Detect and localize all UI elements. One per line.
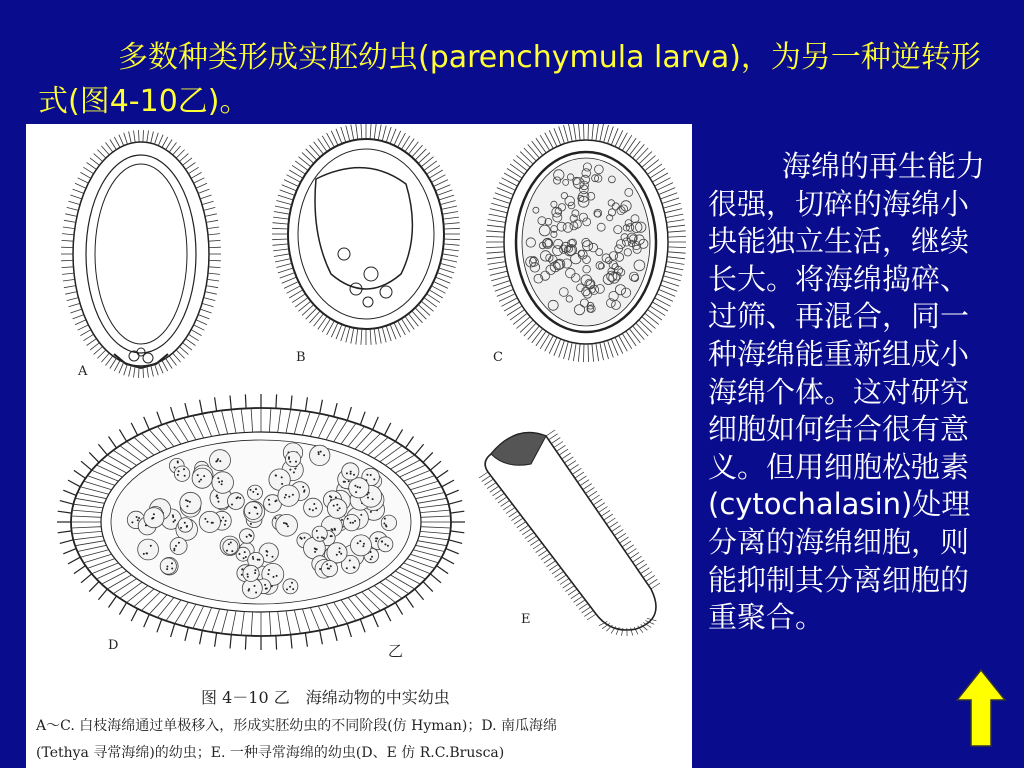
slide-heading-text: 多数种类形成实胚幼虫(parenchymula larva)，为另一种逆转形式(图4-10乙)。: [38, 40, 981, 119]
panel-label-b: B: [296, 350, 306, 365]
panel-label-a: A: [78, 364, 88, 379]
larva-figure: [26, 124, 692, 768]
side-text-block: [708, 148, 988, 637]
panel-label-e: E: [521, 612, 531, 627]
side-text-body: 海绵的再生能力很强，切碎的海绵小块能独立生活，继续长大。将海绵捣碎、过筛、再混合，同一种海绵能重新组成小海绵个体。这对研究细胞如何结合很有意义。但用细胞松弛素(cytochalasin)处理分离的海绵细胞，则能抑制其分离细胞的重聚合。: [708, 149, 986, 635]
larva-b-cilia: [272, 124, 460, 345]
larva-illustration: [26, 124, 692, 768]
slide-heading: [38, 36, 998, 124]
larva-b-drawing: [288, 139, 444, 329]
up-arrow-icon[interactable]: [955, 668, 1007, 748]
larva-a-cilia: [61, 130, 221, 378]
panel-label-d: D: [108, 638, 119, 653]
figure-caption-line-2: (Tethya 寻常海绵)的幼虫；E. 一种寻常海绵的幼虫(D、E 仿 R.C.Brusca): [36, 745, 505, 761]
panel-label-c: C: [493, 350, 503, 365]
panel-label-sub: 乙: [388, 642, 404, 660]
figure-caption-line-1: A～C. 白枝海绵通过单极移入，形成实胚幼虫的不同阶段(仿 Hyman)；D. 南瓜海绵: [36, 718, 557, 734]
figure-caption-title: 图 4－10 乙 海绵动物的中实幼虫: [201, 688, 450, 707]
larva-e-drawing: [485, 433, 656, 630]
